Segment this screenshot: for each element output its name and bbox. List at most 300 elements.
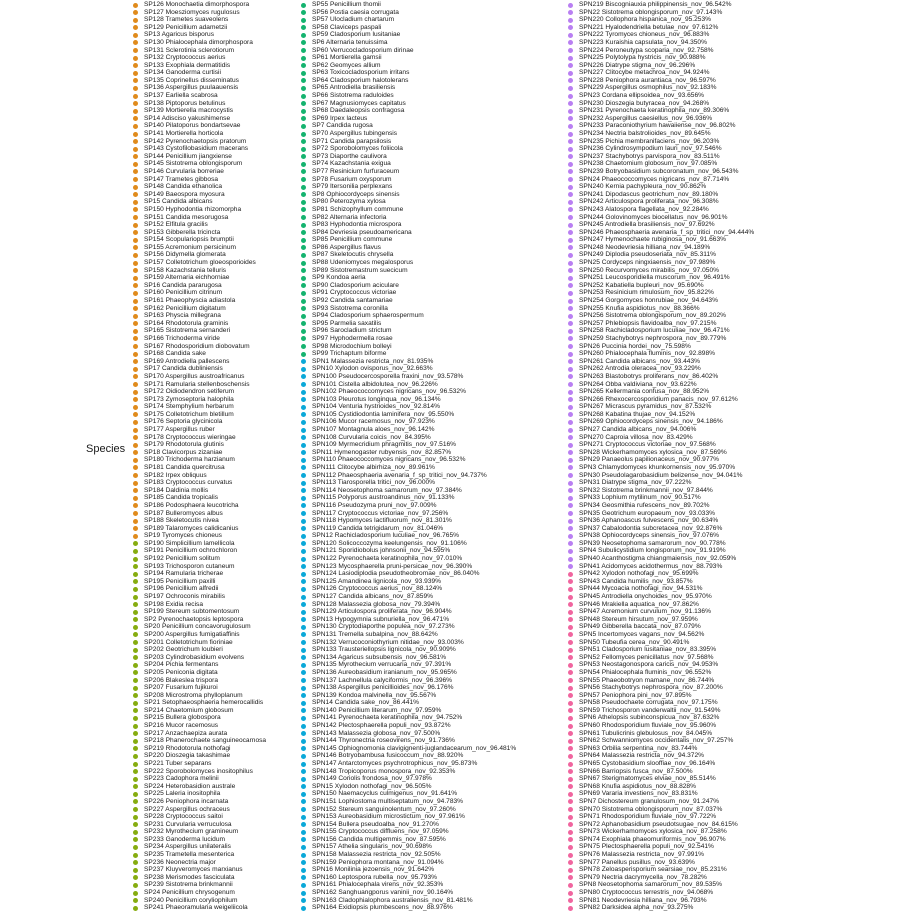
legend-entry-label: SPN134 Agaricus subsubensis_nov_96.581% — [312, 653, 447, 661]
legend-key-dot — [133, 63, 138, 68]
legend-entry-label: SPN255 Knufia aspidiotus_nov_88.366% — [579, 304, 700, 312]
legend-entry-label: SP186 Podosphaera leucotricha — [144, 501, 239, 509]
legend-entry-label: SP2 Pyrenochaetopsis leptospora — [144, 615, 244, 623]
legend-key-dot — [133, 777, 138, 782]
legend-key-dot — [301, 25, 306, 30]
legend-entry-label: SP158 Kazachstania telluris — [144, 266, 227, 274]
legend-entry-label: SPN162 Sanghuangporus vaninii_nov_90.164% — [312, 889, 454, 897]
legend-entry-label: SP199 Stereum subtomentosum — [144, 608, 240, 616]
legend-entry-label: SPN27 Candida albicans_nov_94.006% — [579, 426, 697, 434]
legend-key-dot — [568, 329, 573, 334]
legend-key-dot — [568, 48, 573, 53]
legend-key-dot — [568, 663, 573, 668]
legend-key-dot — [568, 837, 573, 842]
legend-entry-label: SPN220 Collophora hispanica_nov_95.253% — [579, 16, 711, 24]
legend-key-dot — [568, 754, 573, 759]
legend-entry-label: SP67 Magnusiomyces capitatus — [312, 99, 406, 107]
legend-key-dot — [301, 116, 306, 121]
legend-key-dot — [133, 481, 138, 486]
legend-entry-label: SPN248 Neodevriesia hilliana_nov_94.189% — [579, 243, 711, 251]
legend-key-dot — [568, 245, 573, 250]
legend-key-dot — [301, 769, 306, 774]
legend-key-dot — [133, 306, 138, 311]
legend-entry-label: SPN147 Antarctomyces psychrotrophicus_nov_95.873% — [312, 760, 478, 767]
legend-entry-label: SP135 Coprinellus disseminatus — [144, 76, 239, 84]
legend-entry-label: SP144 Penicillium jiangxiense — [144, 152, 232, 160]
legend-key-dot — [568, 473, 573, 478]
legend-key-dot — [133, 185, 138, 190]
legend-key-dot — [568, 352, 573, 357]
legend-entry-label: SP175 Colletotrichum bletillum — [144, 410, 234, 418]
legend-key-dot — [301, 807, 306, 812]
legend-key-dot — [568, 185, 573, 190]
legend-key-dot — [133, 109, 138, 114]
legend-key-dot — [301, 579, 306, 584]
legend-key-dot — [568, 344, 573, 349]
legend-entry-label: SPN57 Peniophora pini_nov_97.895% — [579, 691, 692, 699]
legend-entry-label: SPN55 Phaeobotryon mamane_nov_86.744% — [579, 676, 715, 684]
legend-entry-label: SP128 Trametes suaveolens — [144, 16, 229, 24]
legend-entry-label: SP91 Cryptococcus victoriae — [312, 289, 397, 297]
legend-key-dot — [133, 595, 138, 600]
legend-entry-label: SP129 Penicillium adametzii — [144, 23, 228, 31]
legend-key-dot — [568, 815, 573, 820]
legend-entry-label: SPN7 Dichostereum granulosum_nov_91.247% — [579, 797, 720, 805]
legend-key-dot — [301, 428, 306, 433]
legend-entry-label: SP170 Aspergillus austroafricanus — [144, 372, 245, 380]
legend-key-dot — [301, 701, 306, 706]
legend-entry-label: SP99 Trichaptum biforme — [312, 350, 387, 358]
legend-entry-label: SPN157 Athelia singularis_nov_90.698% — [312, 843, 432, 851]
legend-entry-label: SPN124 Lasiodiplodia pseudotheobromae_nov_86.040% — [312, 570, 480, 578]
legend-entry-label: SP72 Sporobolomyces foliicola — [312, 145, 403, 153]
legend-entry-label: SPN250 Recurvomyces mirabilis_nov_97.050% — [579, 266, 720, 274]
legend-key-dot — [568, 367, 573, 372]
legend-key-dot — [568, 708, 573, 713]
legend-key-dot — [133, 18, 138, 23]
legend-entry-label: SPN121 Sporidiobolus johnsonii_nov_94.595% — [312, 547, 451, 555]
legend-entry-label: SPN254 Gorgomyces honrubiae_nov_94.643% — [579, 297, 718, 304]
legend-entry-label: SP60 Verrucocladosporium dirinae — [312, 46, 414, 54]
legend-key-dot — [133, 815, 138, 820]
legend-key-dot — [568, 276, 573, 281]
legend-entry-label: SP202 Geotrichum loubieri — [144, 646, 223, 654]
legend-key-dot — [301, 367, 306, 372]
legend-key-dot — [133, 663, 138, 668]
legend-entry-label: SPN240 Kernia pachypleura_nov_90.862% — [579, 183, 707, 191]
legend-key-dot — [301, 822, 306, 827]
legend-key-dot — [301, 496, 306, 501]
legend-key-dot — [568, 640, 573, 645]
legend-key-dot — [568, 822, 573, 827]
legend-key-dot — [301, 154, 306, 159]
legend-entry-label: SPN115 Polyporus austroandinus_nov_91.133% — [312, 494, 455, 502]
legend-key-dot — [133, 132, 138, 137]
legend-key-dot — [301, 534, 306, 539]
legend-entry-label: SPN271 Cryptococcus victoriae_nov_97.568% — [579, 441, 716, 449]
legend-key-dot — [301, 132, 306, 137]
legend-entry-label: SPN113 Tiarosporella tritici_nov_96.000% — [312, 479, 436, 487]
legend-key-dot — [133, 192, 138, 197]
legend-key-dot — [133, 139, 138, 144]
legend-key-dot — [301, 314, 306, 319]
legend-entry-label: SP217 Anzachaepiza aurata — [144, 729, 228, 737]
legend-key-dot — [568, 299, 573, 304]
legend-entry-label: SPN156 Candida multigemmis_nov_87.595% — [312, 835, 446, 843]
legend-key-dot — [133, 541, 138, 546]
legend-key-dot — [133, 283, 138, 288]
legend-key-dot — [133, 344, 138, 349]
legend-entry-label: SPN265 Kellermania confusa_nov_88.952% — [579, 388, 710, 396]
legend-entry-label: SPN105 Cystidiodontia laminifera_nov_95.550% — [312, 410, 455, 418]
legend-key-dot — [568, 420, 573, 425]
legend-key-dot — [301, 481, 306, 486]
legend-entry-label: SP130 Phialocephala dimorphospora — [144, 38, 253, 46]
legend-key-dot — [301, 382, 306, 387]
legend-entry-label: SP88 Udeniomyces megalosporus — [312, 259, 414, 267]
legend-entry-label: SPN270 Caproia villosa_nov_83.429% — [579, 433, 693, 441]
legend-entry-label: SP220 Dioszegia takashimae — [144, 752, 231, 760]
legend-entry-label: SPN148 Tropicoporus monospora_nov_92.353% — [312, 767, 456, 775]
legend-entry-label: SP73 Diaporthe caulivora — [312, 152, 387, 160]
legend-key-dot — [568, 632, 573, 637]
legend-key-dot — [301, 71, 306, 76]
legend-entry-label: SP142 Pyrenochaetopsis pratorum — [144, 137, 247, 145]
legend-entry-label: SPN237 Stachybotrys parvispora_nov_83.511% — [579, 152, 720, 160]
legend-entry-label: SP238 Merismodes fasciculata — [144, 873, 235, 881]
legend-entry-label: SPN80 Cryptococcus terrestris_nov_94.068% — [579, 889, 714, 897]
legend-key-dot — [301, 162, 306, 167]
legend-entry-label: SP166 Trichoderma viride — [144, 334, 220, 342]
legend-key-dot — [301, 352, 306, 357]
legend-key-dot — [301, 557, 306, 562]
legend-entry-label: SP215 Bullera globospora — [144, 714, 221, 722]
legend-entry-label: SPN35 Geotrichum europaeum_nov_93.033% — [579, 509, 715, 517]
legend-key-dot — [133, 860, 138, 865]
legend-key-dot — [301, 412, 306, 417]
legend-key-dot — [133, 602, 138, 607]
legend-key-dot — [301, 891, 306, 896]
legend-key-dot — [568, 549, 573, 554]
legend-entry-label: SP55 Penicillium thomii — [312, 1, 381, 8]
legend-entry-label: SPN262 Antrodia oleracea_nov_93.229% — [579, 365, 701, 373]
legend-key-dot — [301, 56, 306, 61]
legend-key-dot — [133, 837, 138, 842]
legend-key-dot — [568, 3, 573, 8]
legend-entry-label: SPN229 Aspergillus osmophilus_nov_92.183% — [579, 84, 717, 92]
legend-entry-label: SP16 Candida pararugosa — [144, 281, 222, 289]
legend-entry-label: SP205 Peniconia digitata — [144, 668, 218, 676]
legend-entry-label: SP138 Piptoporus betulinus — [144, 99, 226, 107]
legend-key-dot — [301, 306, 306, 311]
legend-key-dot — [568, 261, 573, 266]
legend-entry-label: SPN111 Clitocybe albirhiza_nov_89.961% — [312, 463, 435, 471]
legend-title: Species — [86, 443, 126, 455]
legend-entry-label: SPN1 Malassezia restricta_nov_81.935% — [312, 357, 434, 365]
legend-entry-label: SP177 Aspergillus ruber — [144, 426, 215, 434]
legend-key-dot — [568, 382, 573, 387]
legend-entry-label: SPN160 Leptospora rubella_nov_95.793% — [312, 873, 438, 881]
legend-entry-label: SP165 Sistotrema sernanderi — [144, 327, 231, 335]
legend-key-dot — [568, 109, 573, 114]
legend-key-dot — [301, 48, 306, 53]
legend-entry-label: SP71 Candida parapsilosis — [312, 137, 392, 145]
legend-entry-label: SP57 Ulocladium chartarum — [312, 16, 395, 24]
legend-entry-label: SPN64 Malassezia restricta_nov_94.372% — [579, 752, 704, 760]
legend-key-dot — [133, 405, 138, 410]
legend-key-dot — [133, 465, 138, 470]
legend-key-dot — [133, 769, 138, 774]
legend-key-dot — [133, 238, 138, 243]
legend-entry-label: SPN106 Mucor racemosus_nov_97.923% — [312, 418, 435, 426]
legend-entry-label: SPN225 Polytolypa hystricis_nov_90.988% — [579, 54, 706, 62]
legend-key-dot — [133, 519, 138, 524]
legend-entry-label: SPN104 Venturia hystrioides_nov_92.814% — [312, 403, 440, 411]
legend-key-dot — [301, 336, 306, 341]
legend-entry-label: SPN36 Aphanoascus fulvescens_nov_90.634% — [579, 517, 719, 525]
legend-key-dot — [301, 18, 306, 23]
legend-key-dot — [133, 610, 138, 615]
legend-key-dot — [133, 830, 138, 835]
legend-key-dot — [301, 321, 306, 326]
legend-entry-label: SPN241 Dipodascus geotrichum_nov_89.180% — [579, 190, 719, 198]
legend-entry-label: SP194 Ramularia tricherae — [144, 570, 224, 578]
legend-entry-label: SP80 Peterozyma xylosa — [312, 198, 386, 206]
legend-entry-label: SP191 Penicillium ochrochloron — [144, 547, 238, 555]
legend-entry-label: SPN238 Chaetomium globosum_nov_97.085% — [579, 160, 718, 168]
legend-entry-label: SP173 Zymoseptoria halophila — [144, 395, 234, 403]
legend-key-dot — [568, 617, 573, 622]
legend-entry-label: SP78 Fusarium oxysporum — [312, 175, 392, 183]
legend-key-dot — [568, 769, 573, 774]
legend-entry-label: SPN40 Acanthostigma chiangmaiensis_nov_92.059% — [579, 555, 737, 563]
legend-key-dot — [568, 762, 573, 767]
legend-entry-label: SPN144 Thyronectria roseovirens_nov_91.736% — [312, 737, 455, 745]
legend-key-dot — [133, 716, 138, 721]
legend-entry-label: SPN242 Articulospora proliferata_nov_96.308% — [579, 198, 719, 206]
legend-key-dot — [568, 223, 573, 228]
legend-entry-label: SP74 Kazachstania exigua — [312, 160, 391, 168]
legend-entry-label: SP200 Aspergillus fumigatiaffinis — [144, 630, 240, 638]
legend-entry-label: SPN38 Ophiocordyceps sinensis_nov_97.076% — [579, 532, 720, 540]
legend-entry-label: SPN245 Antrodiella brasiliensis_nov_97.692% — [579, 221, 715, 229]
legend-entry-label: SPN226 Diatrype stigma_nov_96.296% — [579, 61, 696, 69]
legend-key-dot — [301, 299, 306, 304]
legend-key-dot — [301, 124, 306, 129]
legend-entry-label: SP9 Kondoa aeria — [312, 274, 366, 282]
legend-entry-label: SPN224 Peroneutypa scoparia_nov_92.758% — [579, 46, 714, 54]
legend-key-dot — [301, 488, 306, 493]
legend-key-dot — [133, 291, 138, 296]
legend-entry-label: SP188 Skeletocutis nivea — [144, 517, 219, 525]
legend-key-dot — [133, 200, 138, 205]
legend-entry-label: SP90 Cladosporium aciculare — [312, 281, 399, 289]
legend-entry-label: SP180 Trichoderma harzianum — [144, 456, 235, 464]
legend-key-dot — [133, 367, 138, 372]
legend-key-dot — [301, 762, 306, 767]
legend-entry-label: SP228 Cryptococcus saitoi — [144, 813, 223, 821]
legend-entry-label: SP179 Rhodotorula glutinis — [144, 441, 224, 449]
legend-key-dot — [568, 777, 573, 782]
legend-key-dot — [568, 564, 573, 569]
legend-entry-label: SP237 Kluyveromyces marxianus — [144, 866, 243, 874]
legend-key-dot — [568, 830, 573, 835]
legend-entry-label: SPN234 Nectria balstrolioides_nov_89.645% — [579, 130, 711, 138]
legend-entry-label: SP204 Pichia fermentans — [144, 661, 219, 669]
legend-key-dot — [133, 511, 138, 516]
legend-key-dot — [301, 716, 306, 721]
legend-entry-label: SPN47 Acremonium curvulum_nov_91.136% — [579, 608, 711, 616]
legend-key-dot — [568, 207, 573, 212]
legend-entry-label: SP66 Sistotrema raduloides — [312, 92, 394, 100]
legend-key-dot — [568, 746, 573, 751]
legend-entry-label: SPN70 Sistotrema oblongisporum_nov_87.037% — [579, 805, 723, 813]
legend-key-dot — [133, 10, 138, 15]
legend-entry-label: SP187 Bulleromyces albus — [144, 509, 223, 517]
legend-entry-label: SP193 Trichosporon cutaneum — [144, 562, 235, 570]
legend-key-dot — [301, 101, 306, 106]
legend-entry-label: SP63 Toxicocladosporium irritans — [312, 69, 410, 77]
legend-entry-label: SP169 Antrodiella pallescens — [144, 357, 230, 365]
legend-key-dot — [568, 147, 573, 152]
legend-key-dot — [568, 655, 573, 660]
legend-entry-label: SP131 Sclerotinia sclerotiorum — [144, 46, 235, 54]
legend-entry-label: SPN52 Fellomyces penicillatus_nov_97.568% — [579, 653, 714, 661]
legend-key-dot — [133, 496, 138, 501]
legend-key-dot — [301, 33, 306, 38]
legend-key-dot — [133, 314, 138, 319]
legend-key-dot — [568, 481, 573, 486]
legend-entry-label: SPN230 Dioszegia butyracea_nov_94.268% — [579, 99, 710, 107]
legend-entry-label: SP164 Rhodotorula graminis — [144, 319, 229, 327]
legend-entry-label: SPN13 Hypogymnia subnuriella_nov_96.471% — [312, 615, 450, 623]
legend-key-dot — [568, 336, 573, 341]
legend-key-dot — [301, 390, 306, 395]
legend-entry-label: SP61 Mortierella gamsii — [312, 54, 382, 62]
legend-entry-label: SPN24 Phaeococcomyces nigricans_nov_87.714% — [579, 175, 730, 183]
legend-entry-label: SPN22 Sistotrema oblongisporum_nov_97.143% — [579, 8, 723, 16]
legend-entry-label: SPN142 Plectosphaerella populi_nov_93.872% — [312, 722, 451, 730]
legend-key-dot — [133, 473, 138, 478]
legend-key-dot — [301, 564, 306, 569]
legend-entry-label: SP97 Hyphodermella rosae — [312, 334, 393, 342]
legend-entry-label: SPN71 Rhodosporidium fluviale_nov_97.722% — [579, 813, 717, 821]
legend-key-dot — [301, 648, 306, 653]
legend-entry-label: SP240 Penicillium coryliophilum — [144, 896, 238, 904]
legend-entry-label: SPN269 Ophiocordyceps sinensis_nov_94.186% — [579, 418, 723, 426]
legend-entry-label: SPN164 Exidiopsis plumbescens_nov_88.976% — [312, 904, 453, 912]
legend-key-dot — [133, 853, 138, 858]
legend-entry-label: SP21 Setophaeosphaeria hemerocallidis — [144, 699, 264, 707]
legend-entry-label: SPN140 Penicillium literarum_nov_97.959% — [312, 706, 442, 714]
legend-key-dot — [568, 716, 573, 721]
legend-key-dot — [133, 587, 138, 592]
legend-entry-label: SP221 Tuber separans — [144, 760, 212, 767]
legend-key-dot — [301, 169, 306, 174]
legend-entry-label: SPN110 Phaeococcomyces nigricans_nov_96.532% — [312, 456, 466, 464]
legend-entry-label: SPN34 Geosmithia rufescens_nov_89.702% — [579, 501, 710, 509]
legend-entry-label: SPN43 Candida humilis_nov_93.857% — [579, 577, 693, 585]
legend-key-dot — [133, 670, 138, 675]
legend-entry-label: SPN232 Aspergillus caesiellus_nov_96.936% — [579, 114, 713, 122]
legend-entry-label: SPN221 Hyalodendriella betulae_nov_97.612% — [579, 23, 719, 31]
legend-key-dot — [568, 435, 573, 440]
legend-key-dot — [133, 177, 138, 182]
legend-entry-label: SPN149 Coriolis frondosa_nov_97.978% — [312, 775, 432, 783]
legend-key-dot — [301, 458, 306, 463]
legend-key-dot — [568, 390, 573, 395]
legend-key-dot — [133, 169, 138, 174]
legend-entry-label: SP185 Candida tropicalis — [144, 494, 219, 502]
legend-entry-label: SPN219 Biscogniauxia philippinensis_nov_96.542% — [579, 1, 732, 8]
legend-key-dot — [568, 18, 573, 23]
legend-entry-label: SPN120 Solicoccozyma keelungensis_nov_91.106% — [312, 539, 467, 547]
legend-entry-label: SPN109 Myrmecridium phragmitis_nov_97.516% — [312, 441, 457, 449]
legend-key-dot — [568, 686, 573, 691]
legend-key-dot — [301, 625, 306, 630]
legend-entry-label: SP182 Irpex obliquus — [144, 471, 207, 479]
legend-key-dot — [301, 465, 306, 470]
legend-key-dot — [301, 200, 306, 205]
legend-entry-label: SPN159 Peniophora montana_nov_91.094% — [312, 858, 444, 866]
legend-entry-label: SP178 Cryptococcus wieringae — [144, 433, 236, 441]
legend-key-dot — [568, 496, 573, 501]
legend-key-dot — [568, 465, 573, 470]
legend-entry-label: SP14 Adisciso yakushimense — [144, 114, 231, 122]
legend-entry-label: SPN37 Cabalodontia subcretacea_nov_92.876% — [579, 524, 723, 532]
legend-key-dot — [133, 101, 138, 106]
legend-key-dot — [301, 906, 306, 911]
legend-entry-label: SP227 Aspergillus ochraceus — [144, 805, 230, 813]
legend-entry-label: SPN137 Lachnellula calyciformis_nov_96.396% — [312, 676, 453, 684]
legend-entry-label: SPN29 Panaeolus papilionaceus_nov_90.977% — [579, 456, 720, 464]
legend-entry-label: SPN56 Stachybotrys nephrospora_nov_87.200% — [579, 684, 723, 692]
legend-key-dot — [568, 557, 573, 562]
legend-entry-label: SPN133 Trausteriellopsis lignicola_nov_90.909% — [312, 646, 456, 654]
legend-entry-label: SPN259 Stachybotrys nephrospora_nov_89.779% — [579, 334, 727, 342]
legend-entry-label: SPN122 Pyrenochaeta keratinophila_nov_97.010% — [312, 555, 463, 563]
legend-key-dot — [133, 299, 138, 304]
legend-entry-label: SP133 Exophiala dermatitidis — [144, 61, 231, 69]
legend-entry-label: SP207 Fusarium fujikuroi — [144, 684, 218, 692]
legend-key-dot — [568, 443, 573, 448]
legend-key-dot — [133, 549, 138, 554]
legend-key-dot — [568, 526, 573, 531]
legend-key-dot — [301, 215, 306, 220]
legend-entry-label: SPN246 Phaeosphaeria avenaria_f_sp_tritici_nov_94.444% — [579, 228, 755, 236]
legend-key-dot — [301, 253, 306, 258]
legend-entry-label: SPN62 Schwanniomyces occidentalis_nov_97.257% — [579, 737, 734, 745]
legend-entry-label: SPN129 Articulospora proliferata_nov_96.904% — [312, 608, 452, 616]
legend-key-dot — [568, 678, 573, 683]
legend-entry-label: SPN78 Zeloasperisporium searsiae_nov_85.231% — [579, 866, 727, 874]
legend-entry-label: SP154 Scopulariopsis brumptii — [144, 236, 234, 244]
legend-entry-label: SPN150 Naemacyclus culmigenus_nov_91.641% — [312, 790, 458, 798]
legend-entry-label: SP197 Ochroconis mirabilis — [144, 593, 225, 601]
legend-key-dot — [301, 739, 306, 744]
legend-key-dot — [301, 602, 306, 607]
legend-key-dot — [301, 207, 306, 212]
legend-key-dot — [133, 799, 138, 804]
legend-entry-label: SPN69 Vararia investiens_nov_83.831% — [579, 790, 698, 798]
legend-key-dot — [568, 648, 573, 653]
legend-key-dot — [301, 503, 306, 508]
legend-entry-label: SPN75 Plectosphaerella populi_nov_92.541% — [579, 843, 714, 851]
legend-key-dot — [568, 268, 573, 273]
legend-key-dot — [568, 602, 573, 607]
legend-key-dot — [301, 405, 306, 410]
legend-entry-label: SPN125 Amandinea lignicola_nov_93.939% — [312, 577, 442, 585]
